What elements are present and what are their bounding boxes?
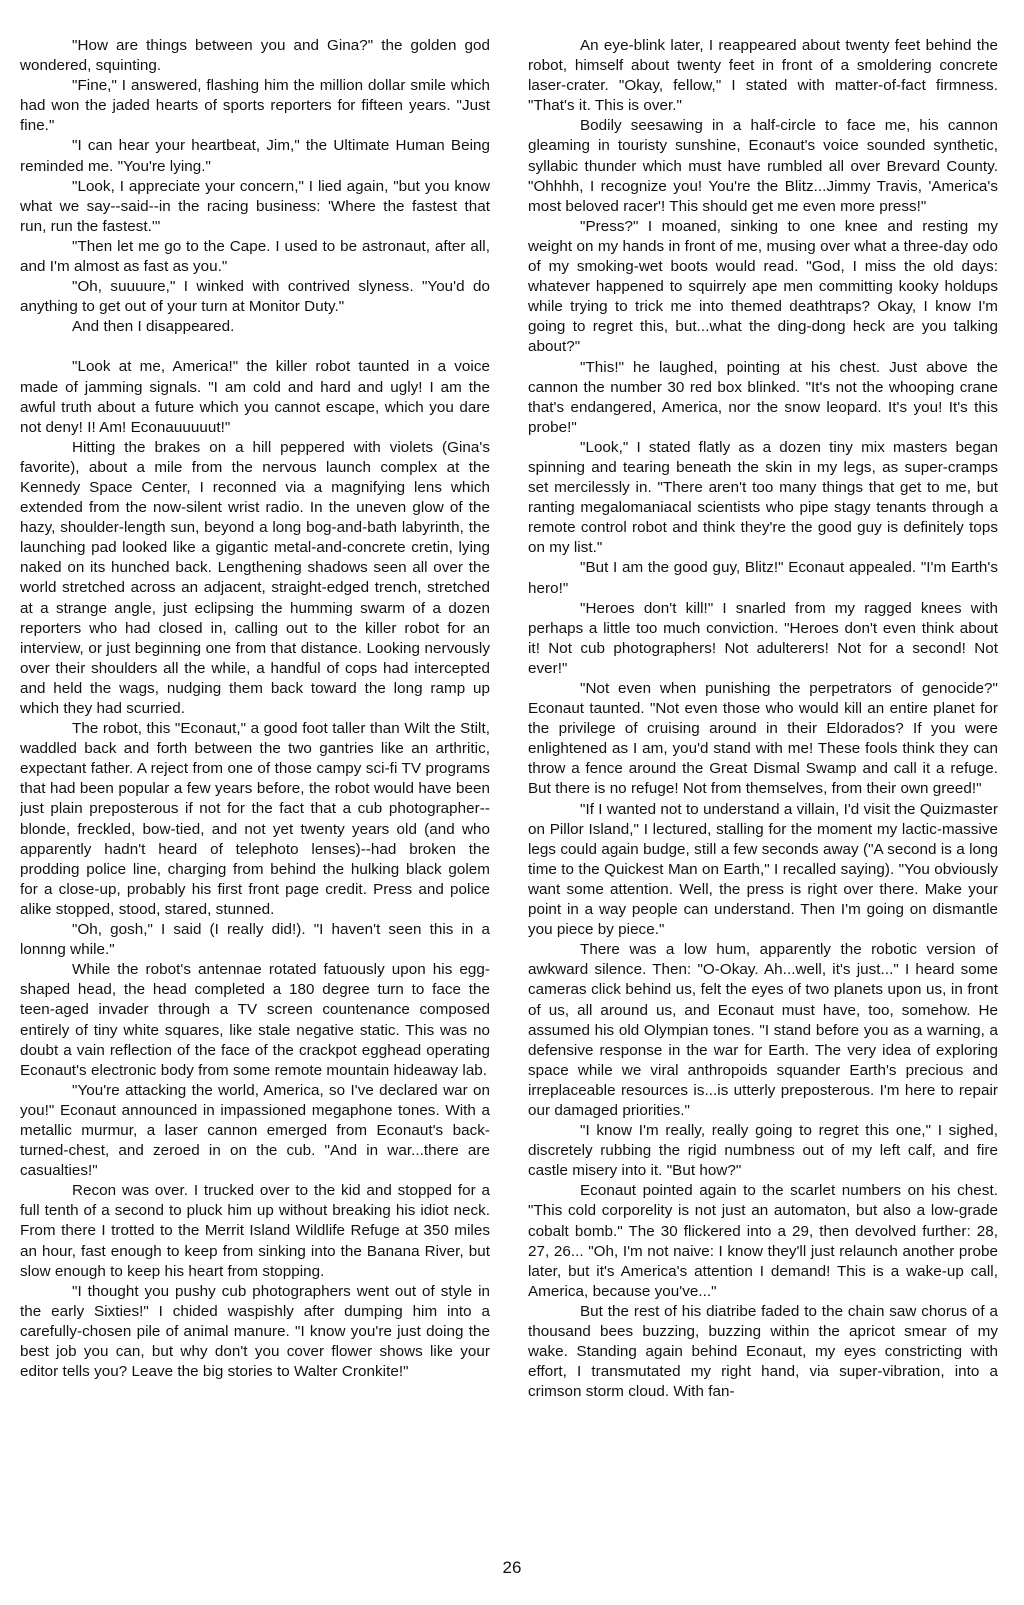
paragraph: "But I am the good guy, Blitz!" Econaut appealed. "I'm Earth's hero!"	[528, 559, 998, 597]
paragraph: Hitting the brakes on a hill peppered with violets (Gina's favorite), about a mile from the nervous launch complex at the Kennedy Space Center, I reconned via a magnifying lens which extended from the now-silent wrist radio. In the uneven glow of the hazy, shoulder-length sun, beyond a long bog-and-bath labyrinth, the launching pad looked like a gigantic metal-and-concrete cretin, lying naked on its hunched back. Lengthening shadows seen all over the world stretched across an adjacent, straight-edged trench, stretched at a strange angle, just eclipsing the humming swarm of a dozen reporters who had closed in, calling out to the killer robot for an interview, or just beginning one from that distance. Looking nervously over their shoulders all the while, a handful of cops had intercepted and held the wags, nudging them back toward the long ramp up which they had scurried.	[20, 438, 490, 717]
paragraph: But the rest of his diatribe faded to the chain saw chorus of a thousand bees buzzing, buzzing within the apricot smear of my wake. Standing again behind Econaut, my eyes constricting with effort, I transmutated my right hand, via super-vibration, into a crimson storm cloud. With fan-	[528, 1302, 998, 1401]
left-column	[20, 36, 490, 1516]
paragraph: Econaut pointed again to the scarlet numbers on his chest. "This cold corporelity is not just an automaton, but also a low-grade cobalt bomb." The 30 flickered into a 29, then devolved further: 28, 27, 26... "Oh, I'm not naive: I know they'll just relaunch another probe later, but it's America's attention I demand! This is a wake-up call, America, because you've..."	[528, 1182, 998, 1300]
paragraph: "This!" he laughed, pointing at his chest. Just above the cannon the number 30 red box blinked. "It's not the whooping crane that's endangered, America, nor the snow leopard. It's you! It's this probe!"	[528, 358, 998, 436]
right-column	[528, 36, 998, 1516]
paragraph: An eye-blink later, I reappeared about twenty feet behind the robot, himself about twenty feet in front of a smoldering concrete laser-crater. "Okay, fellow," I stated with matter-of-fact firmness. "That's it. This is over."	[528, 37, 998, 115]
paragraph: "Look, I appreciate your concern," I lied again, "but you know what we say--said--in the racing business: 'Where the fastest that run, run the fastest.'"	[20, 177, 490, 235]
paragraph: "Look," I stated flatly as a dozen tiny mix masters began spinning and tearing beneath the skin in my legs, as super-cramps set mercilessly in. "There aren't too many things that get to me, but ranting megalomaniacal scientists who pipe stagy tenants through a remote control robot and think they're the good guy is definitely tops on my list."	[528, 438, 998, 557]
paragraph: "Heroes don't kill!" I snarled from my ragged knees with perhaps a little too much conviction. "Heroes don't even think about it! Not cub photographers! Not adulterers! Not for a second! Not ever!"	[528, 599, 998, 677]
paragraph: "How are things between you and Gina?" the golden god wondered, squinting.	[20, 37, 490, 75]
paragraph: "Look at me, America!" the killer robot taunted in a voice made of jamming signals. "I am cold and hard and ugly! I am the awful truth about a future which you cannot escape, which you dare not deny! I! Am! Econauuuuut!"	[20, 358, 490, 436]
paragraph: "I thought you pushy cub photographers went out of style in the early Sixties!" I chided waspishly after dumping him into a carefully-chosen pile of animal manure. "I know you're just doing the best job you can, but why don't you cover flower shows like your editor tells you? Leave the big stories to Walter Cronkite!"	[20, 1282, 490, 1381]
paragraph: "If I wanted not to understand a villain, I'd visit the Quizmaster on Pillor Island," I lectured, stalling for the moment my lactic-massive legs could again budge, still a few seconds away ("A second is a long time to the Quickest Man on Earth," I recalled saying). "You obviously want some attention. Well, the press is right over there. Make your point in a way people can understand. Then I'm going on dismantle you piece by piece."	[528, 800, 998, 939]
paragraph: "Then let me go to the Cape. I used to be astronaut, after all, and I'm almost as fast as you."	[20, 237, 490, 276]
paragraph: "Oh, gosh," I said (I really did!). "I haven't seen this in a lonnng while."	[20, 921, 490, 959]
paragraph: And then I disappeared.	[72, 318, 235, 336]
paragraph: While the robot's antennae rotated fatuously upon his egg-shaped head, the head completed a 180 degree turn to face the teen-aged invader through a TV screen countenance composed entirely of tiny white squares, like stale negative static. This was no doubt a vain reflection of the face of the crackpot egghead operating Econaut's electronic body from some remote mountain hideaway lab.	[20, 961, 490, 1079]
page-number: 26	[502, 1558, 522, 1577]
paragraph: There was a low hum, apparently the robotic version of awkward silence. Then: "O-Okay. Ah...well, it's just..." I heard some cameras click behind us, felt the eyes of two planets upon us, in front of us, all around us, and Econaut must have, too, somehow. He assumed his old Olympian tones. "I stand before you as a warning, a defensive response in the war for Earth. The very idea of exploring space while we viral anthropoids squander Earth's precious and irreplaceable resources is...is utterly preposterous. I'm here to repair our damaged priorities."	[528, 941, 998, 1119]
paragraph: Recon was over. I trucked over to the kid and stopped for a full tenth of a second to pluck him up without breaking his idiot neck. From there I trotted to the Merrit Island Wildlife Refuge at 350 miles an hour, fast enough to keep from sinking into the Banana River, but slow enough to keep his heart from stopping.	[20, 1182, 490, 1280]
paragraph: "You're attacking the world, America, so I've declared war on you!" Econaut announced in impassioned megaphone tones. With a metallic murmur, a laser cannon emerged from Econaut's back-turned-chest, and zeroed in on the cub. "And in war...there are casualties!"	[20, 1081, 490, 1180]
paragraph: "Fine," I answered, flashing him the million dollar smile which had won the jaded hearts of sports reporters for fifteen years. "Just fine."	[20, 77, 490, 135]
paragraph: Bodily seesawing in a half-circle to face me, his cannon gleaming in touristy sunshine, Econaut's voice sounded synthetic, syllabic thunder which must have rumbled all over Brevard County. "Ohhhh, I recognize you! You're the Blitz...Jimmy Travis, 'America's most beloved racer'! This should get me even more press!"	[528, 117, 998, 215]
paragraph: "I can hear your heartbeat, Jim," the Ultimate Human Being reminded me. "You're lying."	[20, 137, 490, 175]
paragraph: "Oh, suuuure," I winked with contrived slyness. "You'd do anything to get out of your turn at Monitor Duty."	[20, 278, 490, 316]
paragraph: "I know I'm really, really going to regret this one," I sighed, discretely rubbing the rigid numbness out of my left calf, and fire castle misery into it. "But how?"	[528, 1122, 998, 1180]
paragraph: "Press?" I moaned, sinking to one knee and resting my weight on my hands in front of me, musing over what a three-day odo of my smoking-wet boots would read. "God, I miss the old days: whatever happened to squirrely ape men committing kooky holdups while trying to trick me into themed deathtraps? Okay, I know I'm going to regret this, but...what the ding-dong heck are you talking about?"	[528, 217, 998, 356]
paragraph: The robot, this "Econaut," a good foot taller than Wilt the Stilt, waddled back and forth between the two gantries like an arthritic, expectant father. A reject from one of those campy sci-fi TV programs that had been popular a few years before, the robot would have been just plain preposterous if not for the fact that a cub photographer--blonde, freckled, bow-tied, and not yet twenty years old (and who apparently hadn't heard of telephoto lenses)--had broken the prodding police line, charging from behind the hulking black golem for a close-up, probably his first front page credit. Press and police alike stopped, stood, stared, stunned.	[20, 720, 490, 918]
paragraph: "Not even when punishing the perpetrators of genocide?" Econaut taunted. "Not even those who would kill an entire planet for the privilege of cruising around in their Eldorados? If you were enlightened as I am, you'd stand with me! These fools think they can throw a fence around the Great Dismal Swamp and call it a refuge. But there is no refuge! Not from themselves, from their own greed!"	[528, 680, 998, 798]
